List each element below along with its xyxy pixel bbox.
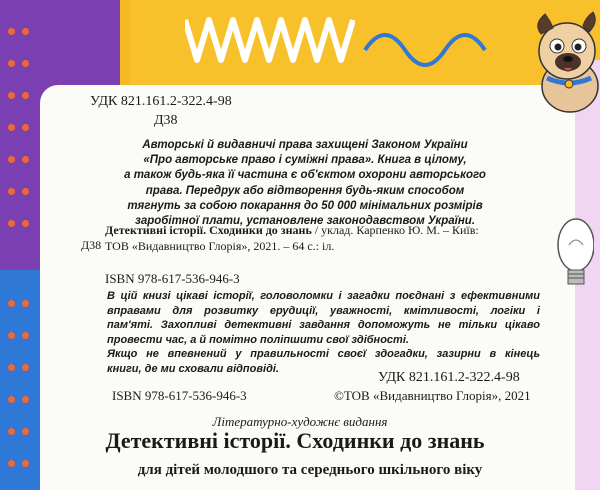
description-line: В цій книзі цікаві історії, головоломки і загадки поєднані з ефективними [107, 290, 540, 302]
rights-line: а також будь-яка її частина є об'єктом охорони авторського [124, 169, 486, 182]
description-line: пам'яті. Захопливі детективні завдання допоможуть не тільки цікаво [107, 319, 540, 331]
pug-illustration-icon [525, 6, 600, 116]
code-top: Д38 [154, 113, 178, 128]
isbn-bottom: ISBN 978-617-536-946-3 [112, 388, 247, 403]
udk-top: УДК 821.161.2-322.4-98 [90, 94, 232, 109]
description-line: книги, де ми сховали відповіді. [107, 362, 279, 375]
book-description [107, 289, 540, 376]
bibliographic-record [105, 222, 479, 254]
lightbulb-illustration-icon [552, 210, 594, 300]
rights-line: Авторські й видавничі права захищені Законом України [142, 139, 468, 151]
copyright-notice [100, 138, 510, 229]
subtitle: для дітей молодшого та середнього шкільного віку [137, 462, 483, 478]
rights-line: «Про авторське право і суміжні права». Книга в цілому, [143, 154, 467, 167]
biblio-side-code: Д38 [81, 238, 102, 252]
curl-decoration-icon [360, 20, 510, 70]
rights-line: тягнуть за собою покарання до 50 000 мінімальних розмірів [127, 199, 483, 212]
biblio-publisher-line: ТОВ «Видавництво Глорія», 2021. – 64 с.: іл. [105, 239, 335, 253]
rights-line: заробітної плати, установлене законодавством України. [134, 215, 476, 228]
udk-bottom: УДК 821.161.2-322.4-98 [378, 370, 520, 385]
genre-label: Літературно-художнє видання [212, 414, 388, 429]
description-line: провести час, а й помітно поліпшити свої здібності. [107, 333, 409, 346]
description-line: Якщо не впевнений у правильності своєї здогадки, зазирни в кінець [107, 348, 540, 360]
rights-line: права. Передрук або відтворення будь-яким способом [145, 184, 465, 197]
main-title: Детективні історії. Сходинки до знань [105, 428, 485, 453]
zigzag-decoration-icon [185, 10, 355, 70]
copyright-line: ©ТОВ «Видавництво Глорія», 2021 [334, 388, 531, 403]
biblio-compiler: / уклад. Карпенко Ю. М. – Київ: [311, 223, 479, 237]
biblio-title: Детективні історії. Сходинки до знань [105, 223, 312, 237]
description-line: вправами для розвитку ерудиції, уважності, кмітливості, логіки і [107, 304, 540, 317]
isbn-top: ISBN 978-617-536-946-3 [105, 271, 240, 286]
